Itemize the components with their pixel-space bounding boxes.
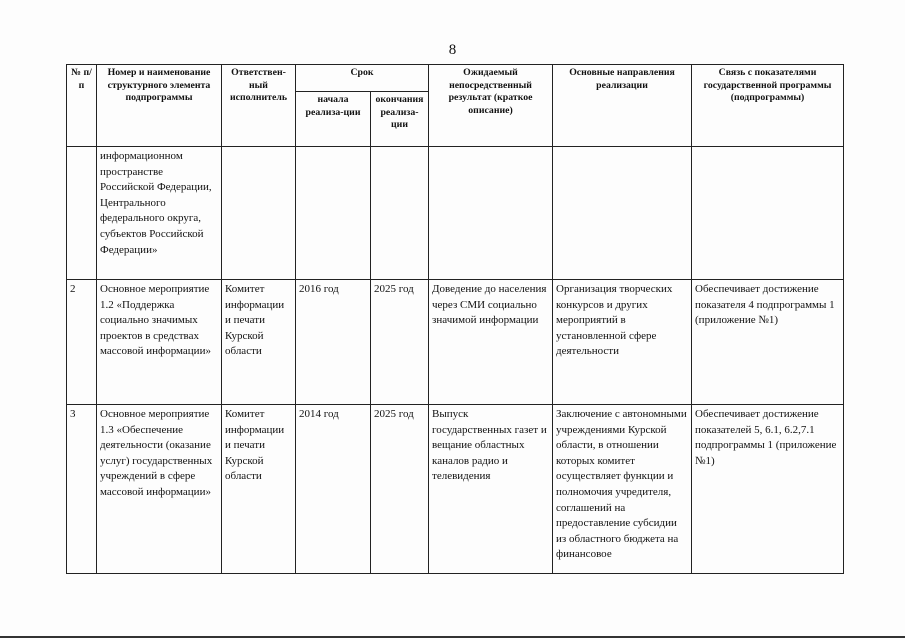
header-num: № п/п [67, 65, 97, 147]
cell-end: 2025 год [371, 280, 429, 405]
cell-directions: Заключение с автономными учреждениями Курской области, в отношении которых комитет осуществляет функции и полномочия учредителя, соглашений на предоставление субсидии из областного бюджета на финансовое [553, 405, 692, 574]
cell-num: 2 [67, 280, 97, 405]
cell-link: Обеспечивает достижение показателей 5, 6.1, 6.2,7.1 подпрограммы 1 (приложение №1) [692, 405, 844, 574]
cell-end [371, 147, 429, 280]
cell-num: 3 [67, 405, 97, 574]
cell-link [692, 147, 844, 280]
cell-start: 2014 год [296, 405, 371, 574]
cell-link: Обеспечивает достижение показателя 4 подпрограммы 1 (приложение №1) [692, 280, 844, 405]
cell-directions: Организация творческих конкурсов и других мероприятий в установленной сфере деятельности [553, 280, 692, 405]
header-start: начала реализа-ции [296, 92, 371, 147]
cell-directions [553, 147, 692, 280]
page-number: 8 [448, 42, 457, 58]
header-executor: Ответствен-ный исполнитель [222, 65, 296, 147]
cell-start [296, 147, 371, 280]
cell-executor [222, 147, 296, 280]
cell-name: Основное мероприятие 1.2 «Поддержка социально значимых проектов в средствах массовой информации» [97, 280, 222, 405]
cell-num [67, 147, 97, 280]
cell-result: Выпуск государственных газет и вещание областных каналов радио и телевидения [429, 405, 553, 574]
header-directions: Основные направления реализации [553, 65, 692, 147]
program-table [66, 64, 844, 574]
cell-start: 2016 год [296, 280, 371, 405]
cell-name: Основное мероприятие 1.3 «Обеспечение деятельности (оказание услуг) государственных учреждений в сфере массовой информации» [97, 405, 222, 574]
header-name: Номер и наименование структурного элемента подпрограммы [97, 65, 222, 147]
table-row [67, 280, 844, 405]
header-result: Ожидаемый непосредственный результат (краткое описание) [429, 65, 553, 147]
cell-executor: Комитет информации и печати Курской области [222, 405, 296, 574]
header-end: окончания реализа-ции [371, 92, 429, 147]
scan-edge-line [0, 636, 905, 638]
cell-name: информационном пространстве Российской Федерации, Центрального федерального округа, субъектов Российской Федерации» [97, 147, 222, 280]
table-row [67, 405, 844, 574]
table-header-row [67, 65, 844, 92]
table-row [67, 147, 844, 280]
cell-executor: Комитет информации и печати Курской области [222, 280, 296, 405]
cell-result: Доведение до населения через СМИ социально значимой информации [429, 280, 553, 405]
cell-end: 2025 год [371, 405, 429, 574]
header-term: Срок [296, 65, 429, 92]
cell-result [429, 147, 553, 280]
header-link: Связь с показателями государственной программы (подпрограммы) [692, 65, 844, 147]
